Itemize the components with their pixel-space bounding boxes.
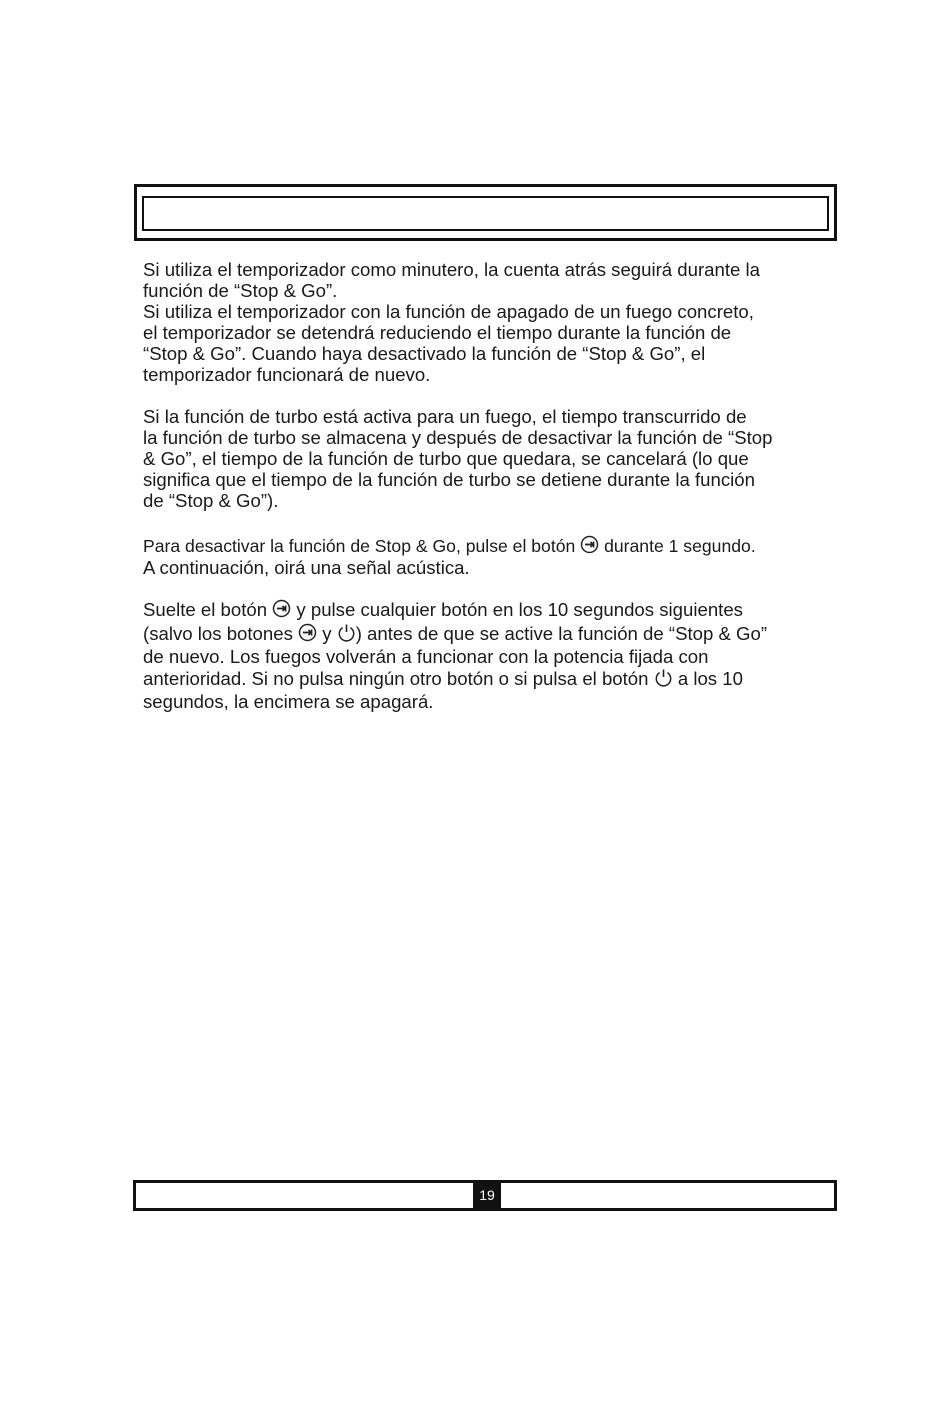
stop-go-icon — [298, 623, 317, 642]
text-line — [143, 598, 843, 622]
text-segment: y — [322, 623, 332, 644]
page-number: 19 — [473, 1182, 501, 1209]
stop-go-icon — [272, 599, 291, 618]
body-text — [143, 259, 843, 712]
text-line: función de “Stop & Go”. — [143, 280, 338, 301]
text-segment: (salvo los botones — [143, 623, 293, 644]
text-segment: y pulse cualquier botón en los 10 segundos siguientes — [296, 599, 743, 620]
footer-bar — [133, 1180, 837, 1211]
text-line: Si utiliza el temporizador como minutero, la cuenta atrás seguirá durante la — [143, 259, 761, 280]
text-line: “Stop & Go”. Cuando haya desactivado la función de “Stop & Go”, el — [143, 343, 706, 364]
text-line — [143, 535, 843, 557]
text-segment: Para desactivar la función de Stop & Go, pulse el botón — [143, 536, 576, 556]
section-header-inner — [142, 196, 829, 231]
text-line: A continuación, oirá una señal acústica. — [143, 557, 470, 578]
text-segment: ) antes de que se active la función de “Stop & Go” — [355, 623, 768, 644]
text-line: Si utiliza el temporizador con la función de apagado de un fuego concreto, — [143, 301, 754, 322]
text-line: de “Stop & Go”). — [143, 490, 279, 511]
power-icon — [337, 623, 356, 642]
text-line: & Go”, el tiempo de la función de turbo que quedara, se cancelará (lo que — [143, 448, 749, 469]
power-icon — [654, 668, 673, 687]
text-segment: Suelte el botón — [143, 599, 268, 620]
text-line — [143, 622, 843, 646]
text-line — [143, 667, 843, 691]
section-header-box — [134, 184, 837, 241]
text-line: Si la función de turbo está activa para un fuego, el tiempo transcurrido de — [143, 406, 747, 427]
stop-go-icon — [580, 535, 599, 554]
text-line: segundos, la encimera se apagará. — [143, 691, 434, 712]
text-line: temporizador funcionará de nuevo. — [143, 364, 431, 385]
text-line: de nuevo. Los fuegos volverán a funcionar con la potencia fijada con — [143, 646, 709, 667]
text-line: significa que el tiempo de la función de turbo se detiene durante la función — [143, 469, 755, 490]
text-line: la función de turbo se almacena y después de desactivar la función de “Stop — [143, 427, 773, 448]
text-segment: durante 1 segundo. — [604, 536, 756, 556]
text-segment: anterioridad. Si no pulsa ningún otro botón o si pulsa el botón — [143, 668, 649, 689]
text-segment: a los 10 — [677, 668, 743, 689]
text-line: el temporizador se detendrá reduciendo el tiempo durante la función de — [143, 322, 732, 343]
